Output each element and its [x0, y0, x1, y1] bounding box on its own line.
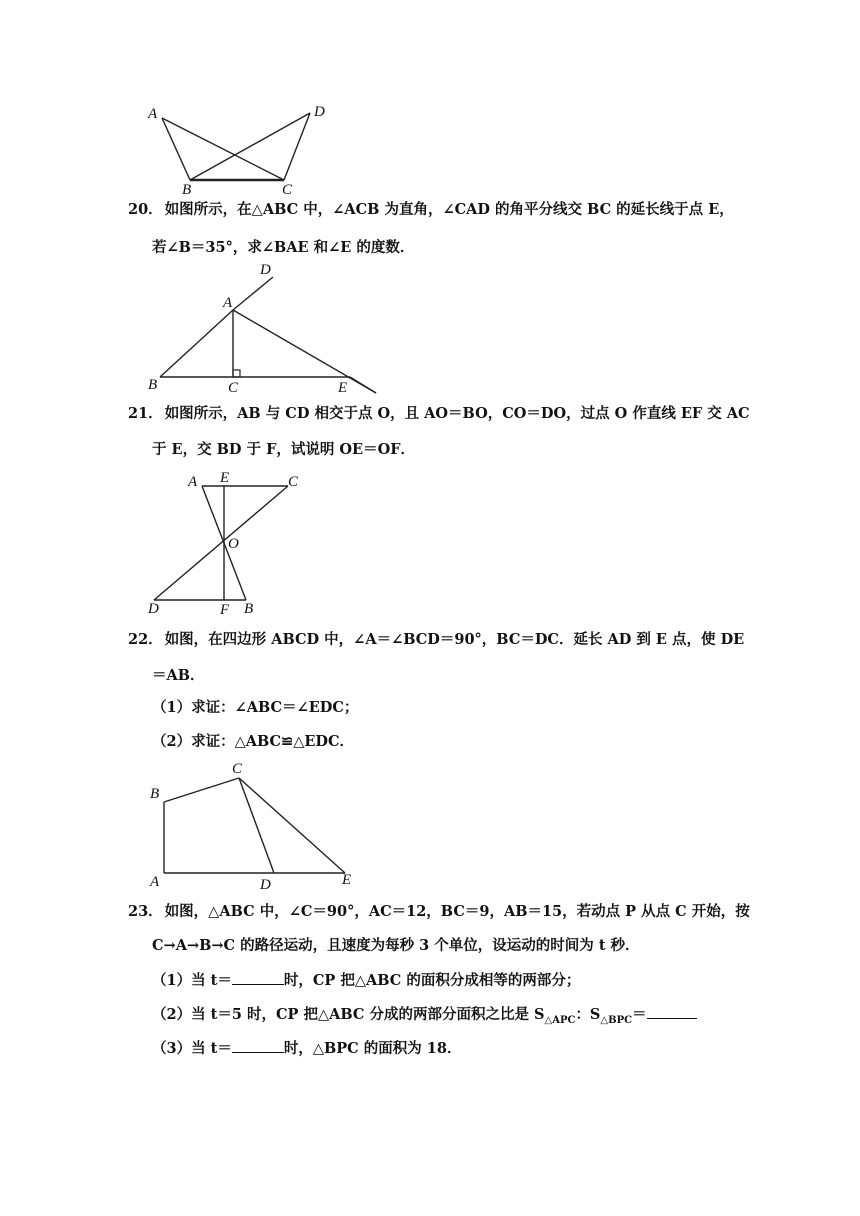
figure-q22 [140, 758, 370, 893]
question-text-line1: 如图，在四边形 ABCD 中，∠A＝∠BCD＝90°，BC＝DC．延长 AD 到 E 点，使 DE [164, 631, 745, 648]
question-23-part3 [152, 1038, 461, 1059]
label-d: D [148, 601, 159, 617]
segment-cd [154, 486, 288, 600]
segment-cd [239, 778, 274, 873]
label-b: B [148, 377, 158, 393]
question-20-line2: 若∠B＝35°，求∠BAE 和∠E 的度数． [152, 239, 415, 256]
figure-q21-svg [140, 468, 320, 618]
answer-blank-2[interactable] [647, 1004, 697, 1019]
segment-db [190, 113, 310, 180]
label-b: B [244, 601, 254, 617]
part3-prefix: （3）当 t＝ [152, 1040, 232, 1057]
label-f: F [220, 602, 230, 618]
label-e: E [220, 470, 230, 486]
question-number: 23． [128, 903, 163, 920]
label-d: D [314, 104, 325, 120]
subscript-bpc: △BPC [600, 1014, 633, 1026]
part2-middle: ：S [575, 1006, 601, 1023]
label-a: A [148, 106, 158, 122]
question-text-line1: 如图所示，在△ABC 中，∠ACB 为直角，∠CAD 的角平分线交 BC 的延长线于点 E， [164, 201, 734, 218]
label-c: C [232, 761, 243, 777]
label-o: O [228, 536, 239, 552]
figure-q20-svg [140, 260, 400, 396]
part1-suffix: 时，CP 把△ABC 的面积分成相等的两部分； [283, 972, 581, 989]
question-22-part1: （1）求证：∠ABC＝∠EDC； [152, 699, 359, 716]
question-20 [128, 200, 734, 220]
question-21 [128, 404, 750, 424]
segment-ce [239, 778, 345, 873]
question-text-line1: 如图，△ABC 中，∠C＝90°，AC＝12，BC＝9，AB＝15，若动点 P 从点 C 开始，按 [164, 903, 750, 920]
answer-blank-3[interactable] [232, 1038, 284, 1053]
label-b: B [182, 182, 192, 198]
segment-ac [162, 118, 284, 180]
part2-prefix: （2）当 t＝5 时，CP 把△ABC 分成的两部分面积之比是 S [152, 1006, 545, 1023]
question-22-part2: （2）求证：△ABC≌△EDC． [152, 733, 355, 750]
label-a: A [223, 295, 233, 311]
segment-ab [162, 118, 190, 180]
question-23-part1 [152, 970, 580, 991]
label-e: E [342, 872, 352, 888]
label-a: A [188, 474, 198, 490]
figure-q19-svg [140, 98, 340, 198]
question-22-line2: ＝AB． [152, 667, 205, 684]
subscript-apc: △APC [544, 1014, 576, 1026]
part3-suffix: 时，△BPC 的面积为 18． [283, 1040, 462, 1057]
part2-equals: ＝ [632, 1006, 647, 1023]
segment-dc [284, 113, 310, 180]
label-c: C [288, 474, 299, 490]
segment-ad [233, 277, 273, 310]
label-c: C [282, 182, 293, 198]
segment-ae [233, 310, 376, 393]
label-b: B [150, 786, 160, 802]
label-c: C [228, 380, 239, 396]
figure-q20 [140, 260, 400, 396]
segment-ba [160, 310, 233, 377]
right-angle-mark [233, 370, 240, 377]
question-number: 22． [128, 631, 163, 648]
question-number: 21． [128, 405, 163, 422]
answer-blank-1[interactable] [232, 970, 284, 985]
question-21-line2: 于 E，交 BD 于 F，试说明 OE＝OF． [152, 441, 416, 458]
label-e: E [338, 380, 348, 396]
figure-q21 [140, 468, 320, 618]
figure-q19 [140, 98, 340, 198]
label-a: A [150, 874, 160, 890]
question-text-line1: 如图所示，AB 与 CD 相交于点 O，且 AO＝BO，CO＝DO，过点 O 作直线 EF 交 AC [164, 405, 750, 422]
question-number: 20． [128, 201, 163, 218]
segment-bc [164, 778, 239, 802]
label-d: D [260, 877, 271, 893]
question-23-line2: C→A→B→C 的路径运动，且速度为每秒 3 个单位，设运动的时间为 t 秒． [152, 937, 640, 954]
figure-q22-svg [140, 758, 370, 893]
question-23-part2 [152, 1004, 697, 1031]
question-22 [128, 630, 744, 650]
part1-prefix: （1）当 t＝ [152, 972, 232, 989]
question-23 [128, 902, 750, 922]
label-d: D [260, 262, 271, 278]
